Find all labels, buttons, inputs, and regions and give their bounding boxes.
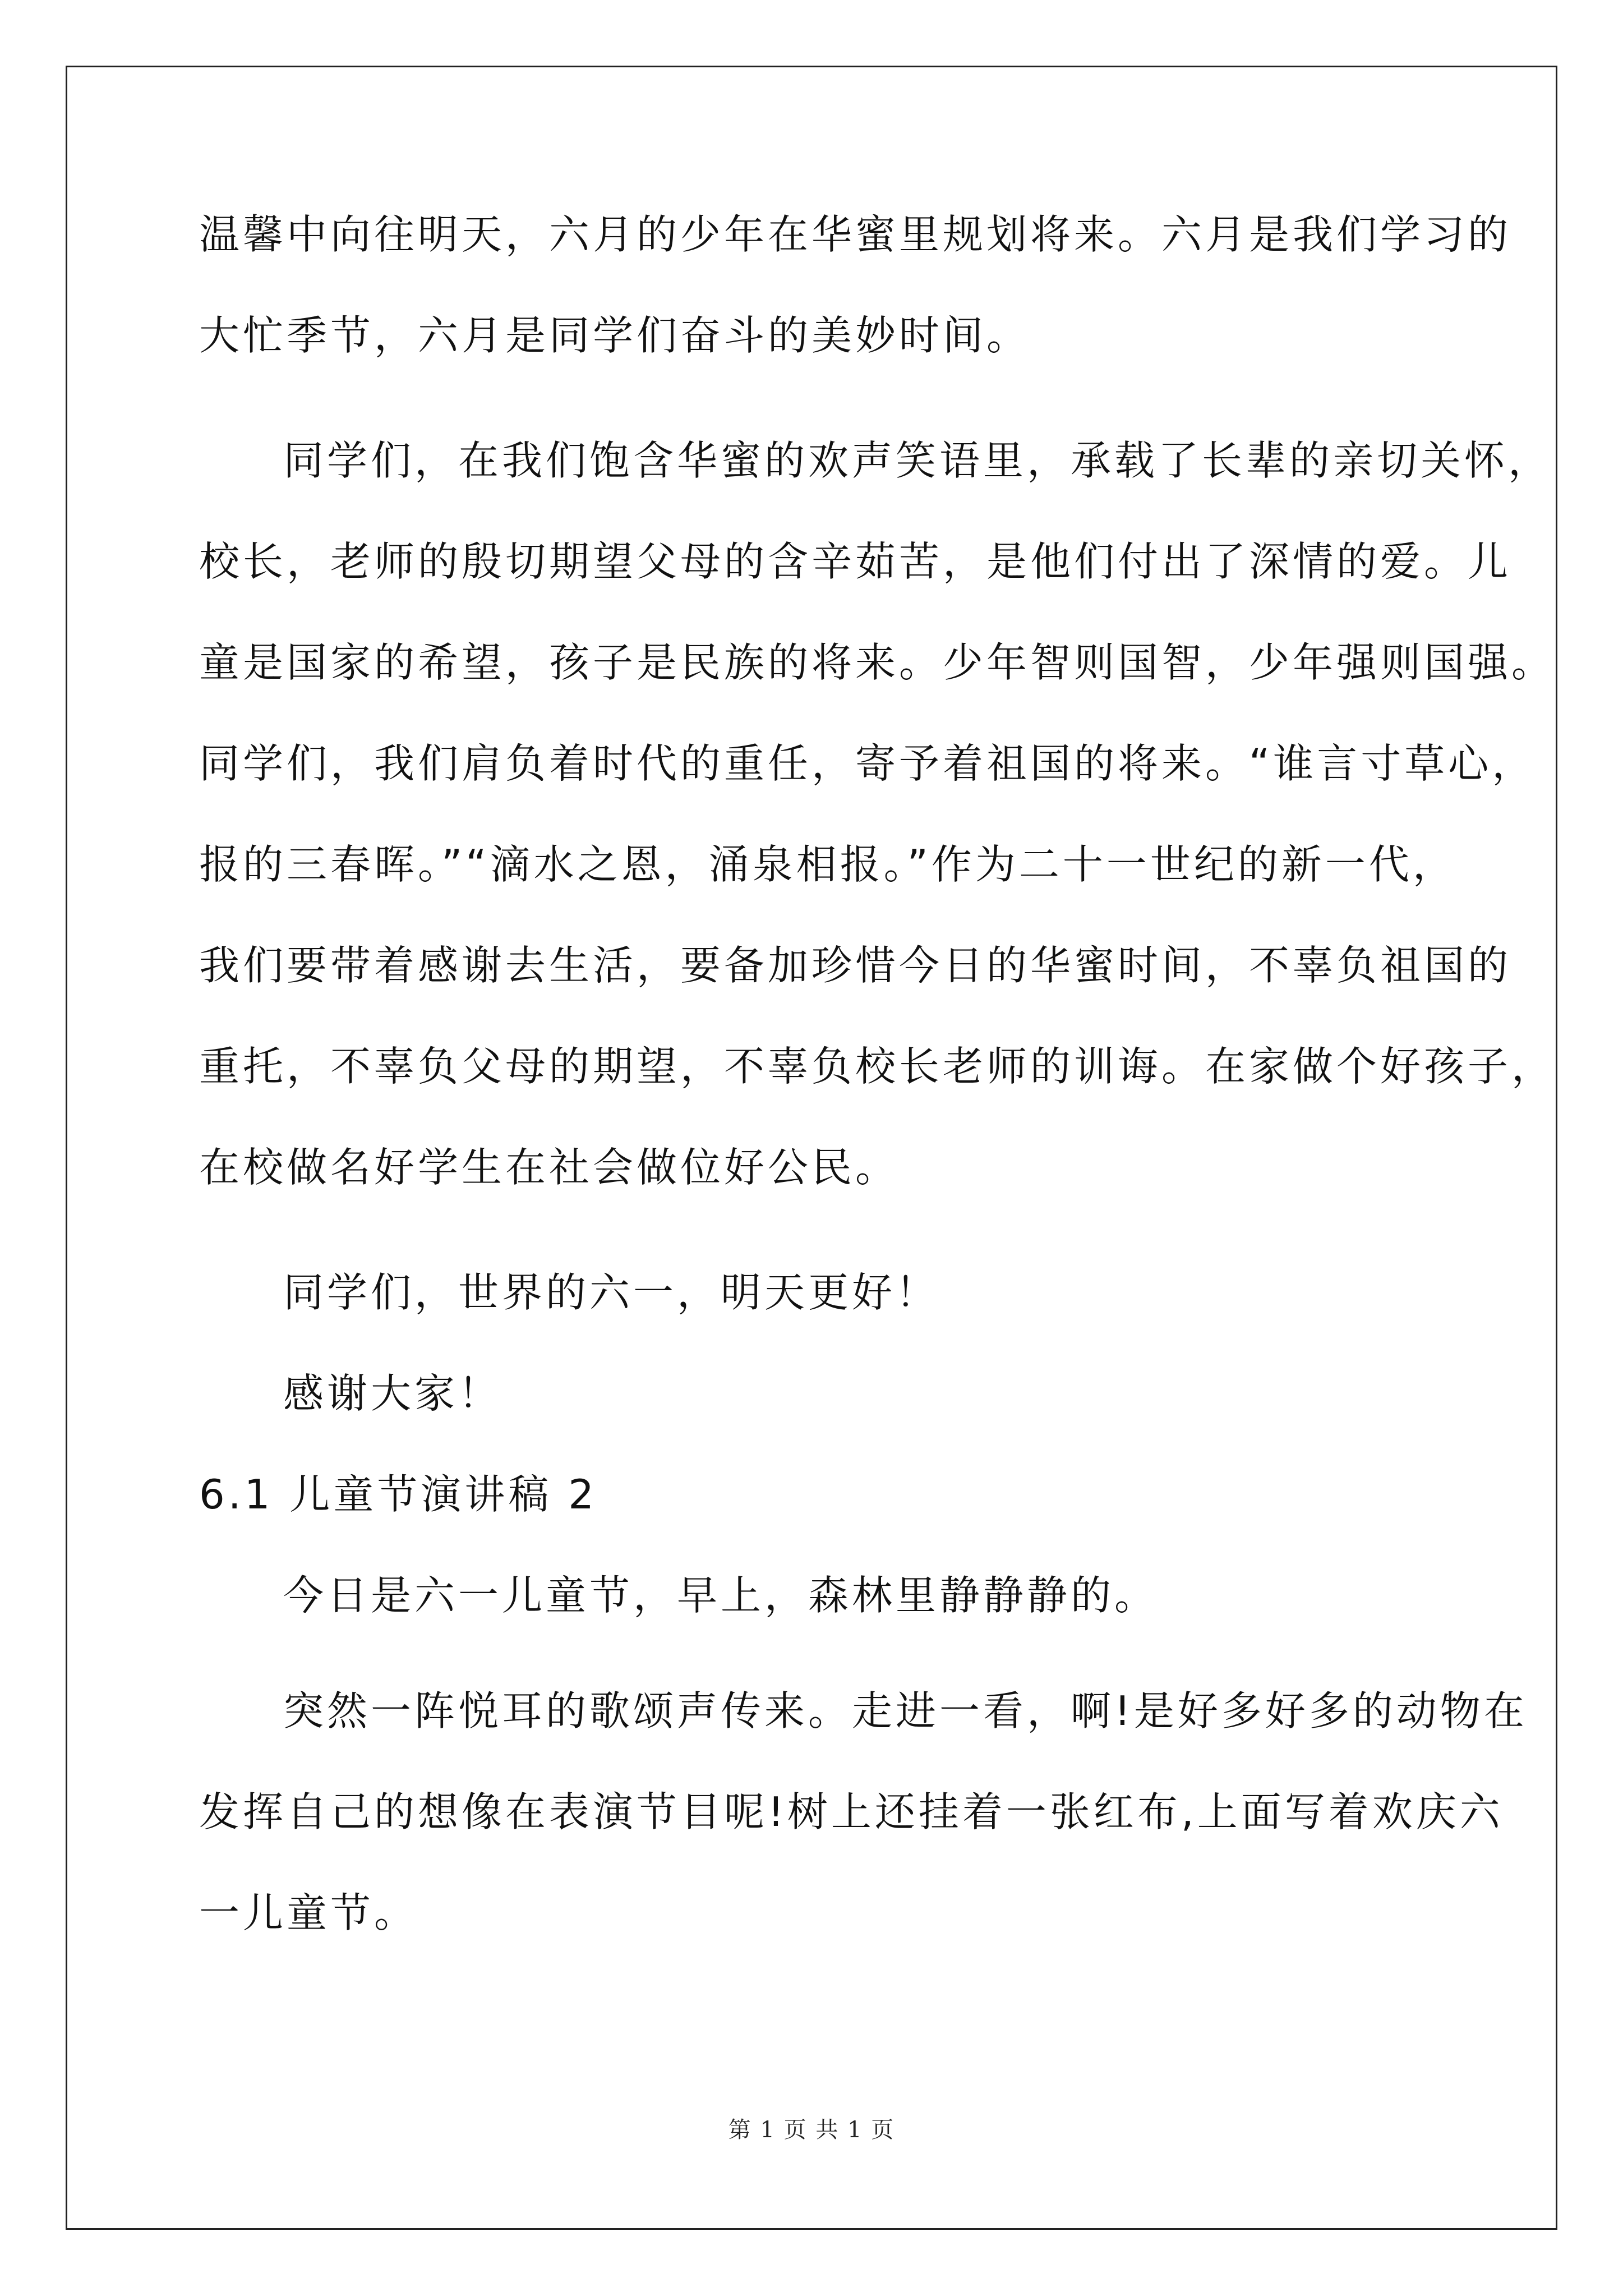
paragraph-line: 在校做名好学生在社会做位好公民。 [199,1144,900,1191]
paragraph-line: 突然一阵悦耳的歌颂声传来。走进一看，啊!是好多好多的动物在 [283,1687,1528,1734]
section-heading: 6.1 儿童节演讲稿 2 [199,1471,598,1518]
paragraph-line: 一儿童节。 [199,1889,418,1936]
paragraph-line: 同学们，在我们饱含华蜜的欢声笑语里，承载了长辈的亲切关怀， [283,437,1552,484]
page-footer: 第 1 页 共 1 页 [728,2117,895,2143]
paragraph-line: 同学们，我们肩负着时代的重任，寄予着祖国的将来。“谁言寸草心， [199,740,1536,787]
paragraph-line: 我们要带着感谢去生活，要备加珍惜今日的华蜜时间，不辜负祖国的 [199,942,1512,989]
paragraph-line: 发挥自己的想像在表演节目呢!树上还挂着一张红布,上面写着欢庆六 [199,1788,1504,1835]
paragraph-line: 同学们，世界的六一，明天更好！ [283,1269,940,1316]
paragraph-line: 校长，老师的殷切期望父母的含辛茹苦，是他们付出了深情的爱。儿 [199,538,1512,585]
paragraph-line: 感谢大家！ [283,1370,502,1417]
paragraph-line: 重托，不辜负父母的期望，不辜负校长老师的训诲。在家做个好孩子， [199,1043,1556,1090]
paragraph-line: 报的三春晖。”“滴水之恩，涌泉相报。”作为二十一世纪的新一代， [199,841,1456,888]
paragraph-line: 温馨中向往明天，六月的少年在华蜜里规划将来。六月是我们学习的 [199,211,1512,258]
paragraph-line: 大忙季节，六月是同学们奋斗的美妙时间。 [199,312,1031,359]
paragraph-line: 童是国家的希望，孩子是民族的将来。少年智则国智，少年强则国强。 [199,639,1556,686]
paragraph-line: 今日是六一儿童节，早上，森林里静静静的。 [283,1572,1159,1619]
